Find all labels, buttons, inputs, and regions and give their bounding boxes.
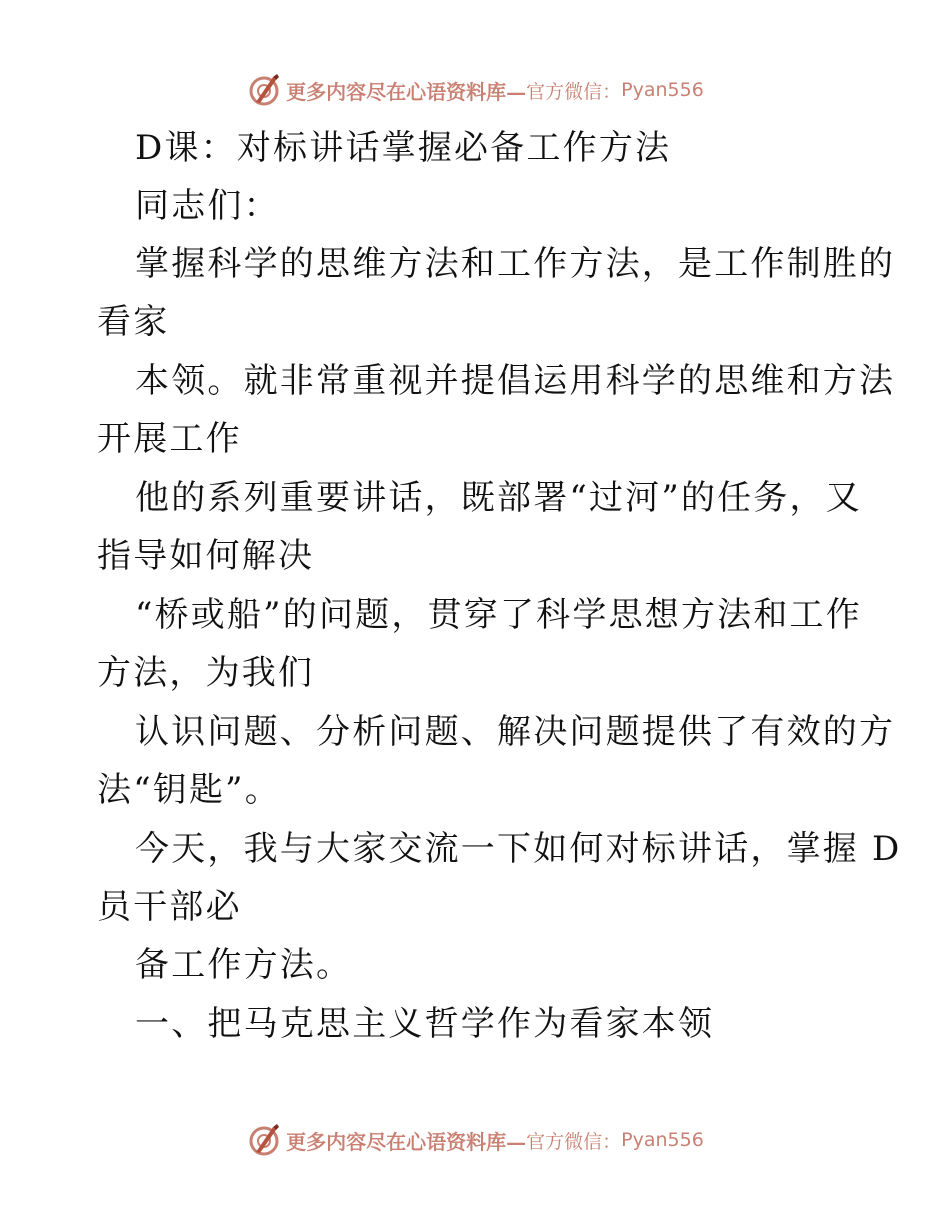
brush-logo-icon — [246, 72, 282, 108]
document-title: D课：对标讲话掌握必备工作方法 — [135, 128, 672, 168]
text-line: 看家 — [97, 302, 170, 342]
text-line: 备工作方法。 — [135, 945, 353, 985]
text-line: 掌握科学的思维方法和工作方法，是工作制胜的 — [135, 244, 896, 284]
section-heading: 一、把马克思主义哲学作为看家本领 — [135, 1004, 715, 1044]
watermark-main-text: 更多内容尽在心语资料库— — [286, 79, 527, 104]
text-line: 员干部必 — [97, 887, 242, 927]
text-line: “桥或船”的问题，贯穿了科学思想方法和工作 — [135, 595, 862, 635]
header-watermark — [0, 70, 950, 110]
text-line: 方法，为我们 — [97, 653, 315, 693]
text-line: 法“钥匙”。 — [97, 770, 281, 810]
brush-logo-icon — [246, 1122, 282, 1158]
salutation: 同志们： — [135, 186, 280, 226]
text-line: 开展工作 — [97, 419, 242, 459]
text-line: 今天，我与大家交流一下如何对标讲话，掌握 D — [135, 829, 902, 869]
watermark-main-text: 更多内容尽在心语资料库— — [286, 1129, 527, 1154]
watermark-account-text: Pyan556 — [621, 79, 704, 101]
footer-watermark — [0, 1120, 950, 1160]
text-line: 指导如何解决 — [97, 536, 315, 576]
text-line: 本领。就非常重视并提倡运用科学的思维和方法 — [135, 361, 896, 401]
watermark-sub-text: 官方微信： — [526, 80, 622, 103]
text-line: 认识问题、分析问题、解决问题提供了有效的方 — [135, 712, 896, 752]
text-line: 他的系列重要讲话，既部署“过河”的任务，又 — [135, 478, 862, 518]
watermark-sub-text: 官方微信： — [526, 1130, 622, 1153]
watermark-account-text: Pyan556 — [621, 1129, 704, 1151]
